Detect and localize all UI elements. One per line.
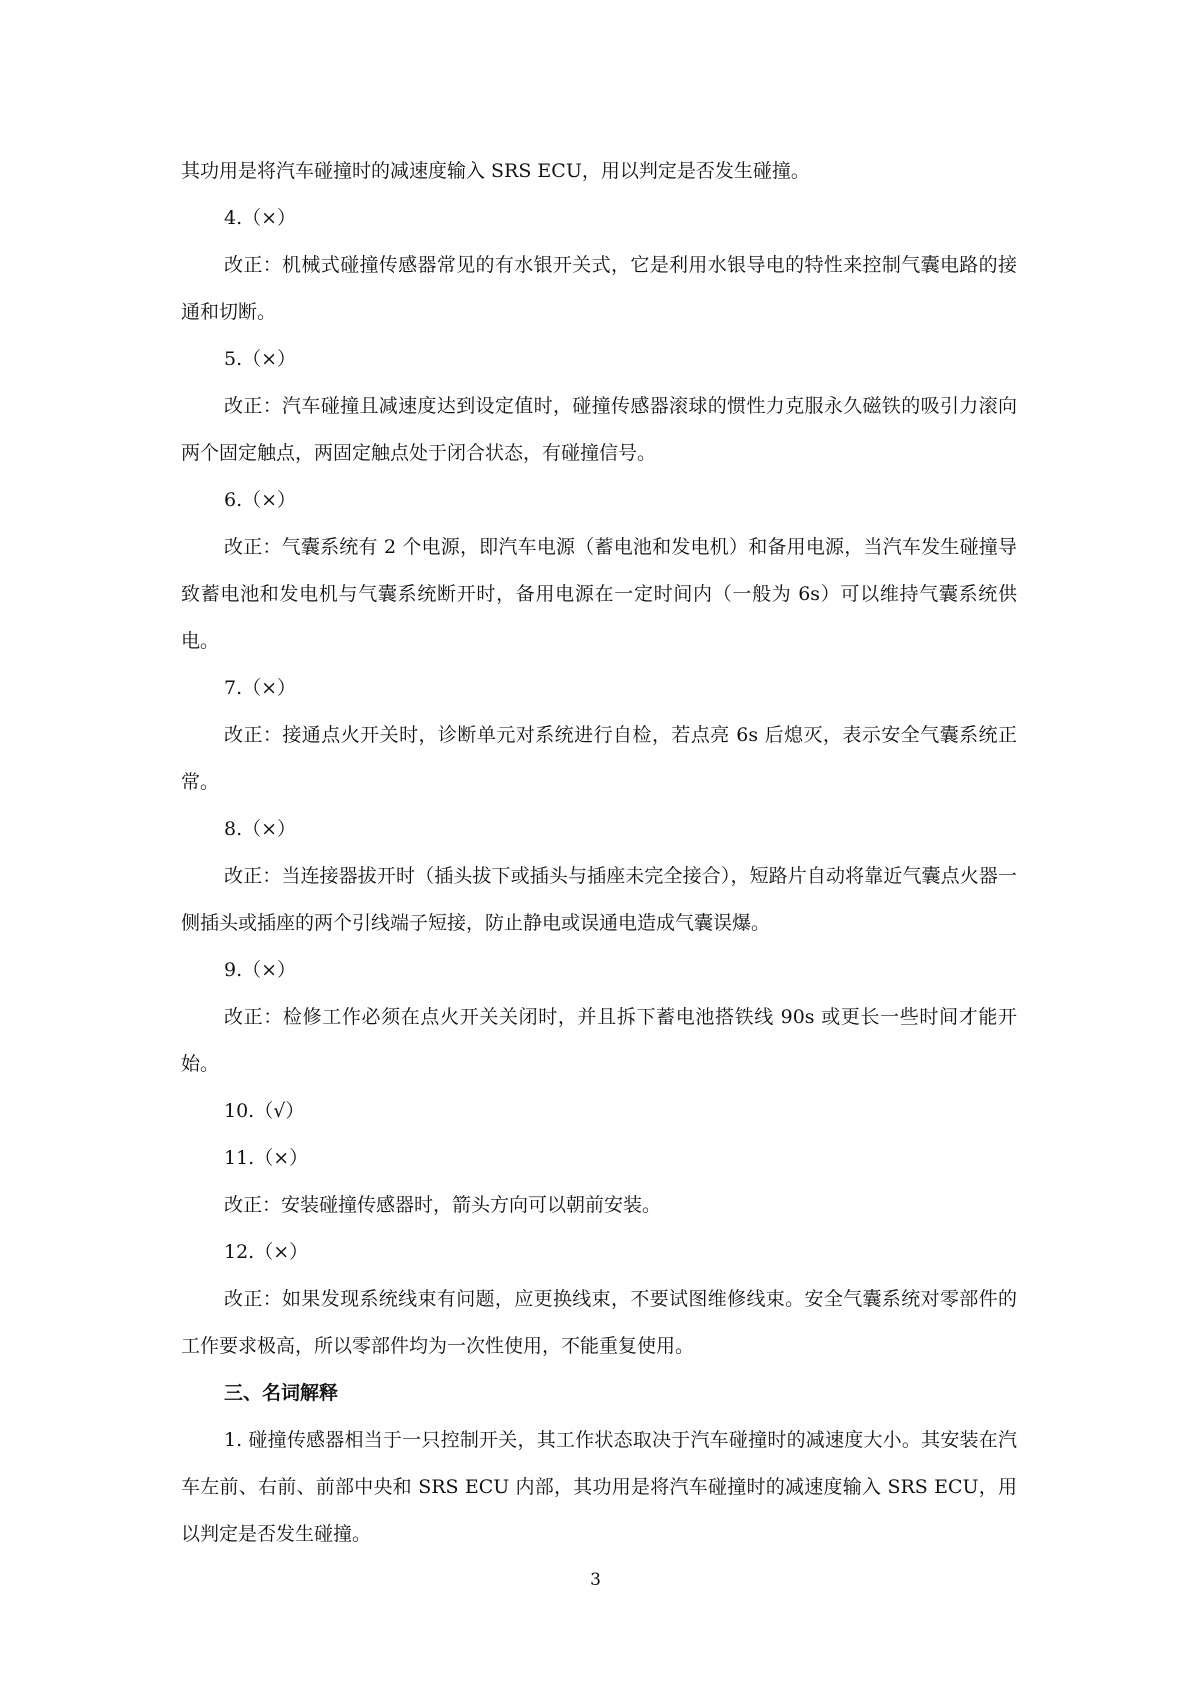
item-7-number: 7.（×） bbox=[224, 677, 297, 699]
item-9-number: 9.（×） bbox=[224, 959, 297, 981]
item-10-number: 10.（√） bbox=[224, 1100, 305, 1122]
page-content bbox=[181, 148, 1017, 1558]
item-8-correction: 改正：当连接器拔开时（插头拔下或插头与插座未完全接合），短路片自动将靠近气囊点火器一侧插头或插座的两个引线端子短接，防止静电或误通电造成气囊误爆。 bbox=[181, 865, 1017, 934]
item-4-number: 4.（×） bbox=[224, 207, 297, 229]
item-12-number: 12.（×） bbox=[224, 1241, 309, 1263]
item-5-correction: 改正：汽车碰撞且减速度达到设定值时，碰撞传感器滚球的惯性力克服永久磁铁的吸引力滚向两个固定触点，两固定触点处于闭合状态，有碰撞信号。 bbox=[181, 395, 1017, 464]
item-7-correction: 改正：接通点火开关时，诊断单元对系统进行自检，若点亮 6s 后熄灭，表示安全气囊系统正常。 bbox=[181, 724, 1017, 793]
definition-paragraph: 1. 碰撞传感器相当于一只控制开关，其工作状态取决于汽车碰撞时的减速度大小。其安装在汽车左前、右前、前部中央和 SRS ECU 内部，其功用是将汽车碰撞时的减速度输入 SRS ECU，用以判定是否发生碰撞。 bbox=[181, 1429, 1017, 1545]
page-number: 3 bbox=[590, 1570, 601, 1590]
section-heading: 三、名词解释 bbox=[224, 1382, 339, 1404]
item-8-number: 8.（×） bbox=[224, 818, 297, 840]
item-4-correction: 改正：机械式碰撞传感器常见的有水银开关式，它是利用水银导电的特性来控制气囊电路的接通和切断。 bbox=[181, 254, 1017, 323]
continuation-paragraph: 其功用是将汽车碰撞时的减速度输入 SRS ECU，用以判定是否发生碰撞。 bbox=[181, 160, 810, 182]
item-9-correction: 改正：检修工作必须在点火开关关闭时，并且拆下蓄电池搭铁线 90s 或更长一些时间才能开始。 bbox=[181, 1006, 1017, 1075]
item-12-correction: 改正：如果发现系统线束有问题，应更换线束，不要试图维修线束。安全气囊系统对零部件的工作要求极高，所以零部件均为一次性使用，不能重复使用。 bbox=[181, 1288, 1017, 1357]
item-5-number: 5.（×） bbox=[224, 348, 297, 370]
item-6-number: 6.（×） bbox=[224, 489, 297, 511]
item-11-correction: 改正：安装碰撞传感器时，箭头方向可以朝前安装。 bbox=[224, 1194, 662, 1216]
item-6-correction: 改正：气囊系统有 2 个电源，即汽车电源（蓄电池和发电机）和备用电源，当汽车发生碰撞导致蓄电池和发电机与气囊系统断开时，备用电源在一定时间内（一般为 6s）可以维持气囊系统供电。 bbox=[181, 536, 1017, 652]
item-11-number: 11.（×） bbox=[224, 1147, 309, 1169]
